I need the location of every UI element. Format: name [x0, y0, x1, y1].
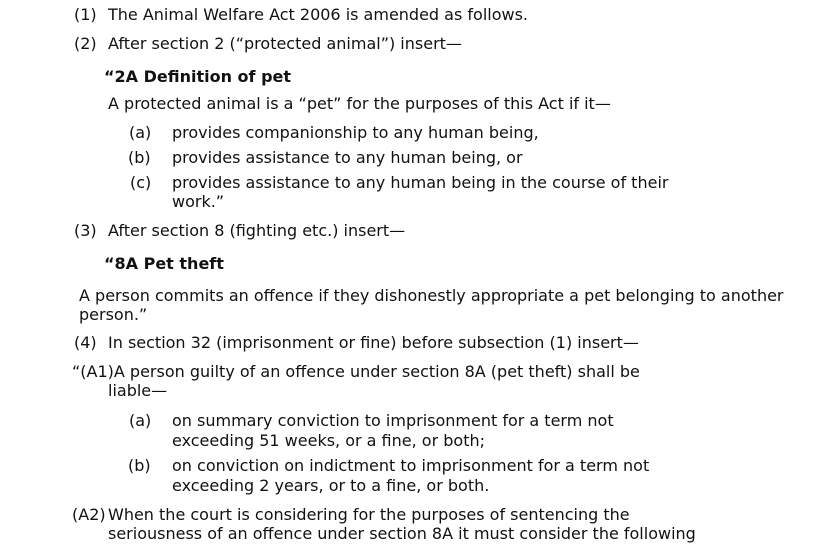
a1-para-a-label: (a): [129, 411, 152, 430]
a1-para-b-line2: exceeding 2 years, or to a fine, or both.: [172, 476, 490, 495]
section-2a-heading: “2A Definition of pet: [104, 67, 292, 86]
a1-text-line2: liable—: [108, 381, 168, 400]
para-c-text-line1: provides assistance to any human being in the course of their: [172, 173, 669, 192]
a2-label: (A2): [72, 505, 106, 524]
subsection-3-text: After section 8 (fighting etc.) insert—: [108, 221, 406, 240]
subsection-2-number: (2): [74, 34, 97, 53]
subsection-4-number: (4): [74, 333, 97, 352]
a2-text-line1: When the court is considering for the purposes of sentencing the: [108, 505, 630, 524]
section-2a-intro: A protected animal is a “pet” for the purposes of this Act if it—: [108, 94, 611, 113]
section-8a-heading: “8A Pet theft: [104, 254, 224, 273]
subsection-3-number: (3): [74, 221, 97, 240]
para-a-label: (a): [129, 123, 152, 142]
para-b-label: (b): [128, 148, 151, 167]
para-c-label: (c): [130, 173, 152, 192]
subsection-1-text: The Animal Welfare Act 2006 is amended as follows.: [108, 5, 529, 24]
subsection-4-text: In section 32 (imprisonment or fine) before subsection (1) insert—: [108, 333, 639, 352]
a2-text-line2: seriousness of an offence under section 8A it must consider the following: [108, 524, 696, 543]
a1-text-line1: “(A1)A person guilty of an offence under section 8A (pet theft) shall be: [72, 362, 640, 381]
subsection-1-number: (1): [74, 5, 97, 24]
para-b-text: provides assistance to any human being, or: [172, 148, 523, 167]
para-c-text-line2: work.”: [172, 192, 225, 211]
subsection-2-text: After section 2 (“protected animal”) insert—: [108, 34, 462, 53]
para-a-text: provides companionship to any human being,: [172, 123, 539, 142]
a1-para-a-line2: exceeding 51 weeks, or a fine, or both;: [172, 431, 485, 450]
a1-para-b-line1: on conviction on indictment to imprisonment for a term not: [172, 456, 650, 475]
a1-para-a-line1: on summary conviction to imprisonment for a term not: [172, 411, 614, 430]
section-8a-body-line2: person.”: [79, 305, 148, 324]
a1-para-b-label: (b): [128, 456, 151, 475]
section-8a-body-line1: A person commits an offence if they dishonestly appropriate a pet belonging to another: [79, 286, 784, 305]
